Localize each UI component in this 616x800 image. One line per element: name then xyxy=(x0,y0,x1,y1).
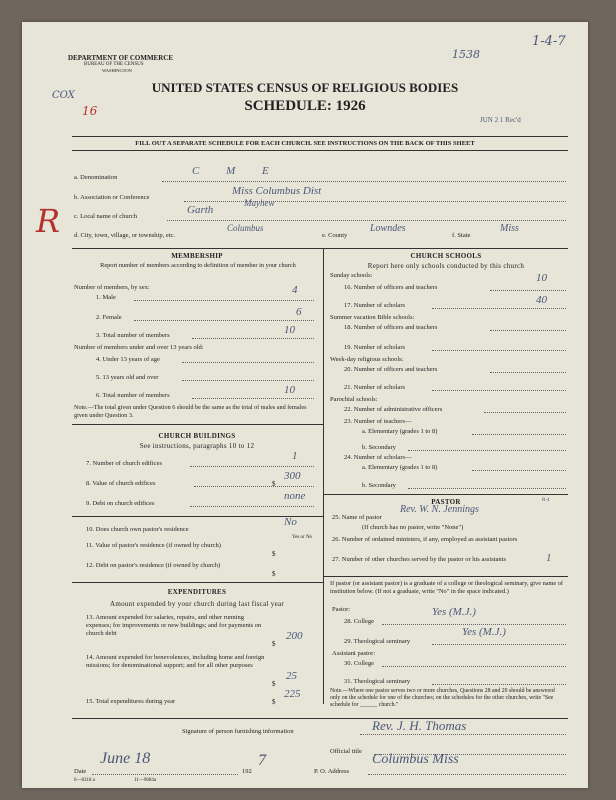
q14-label: 14. Amount expended for benevolences, including home and foreign missions; for denominational support; and for all other purposes xyxy=(86,654,265,669)
pastor-r4-mark: R-4 xyxy=(542,498,550,503)
print-code-2: 11—9684a xyxy=(134,778,157,783)
q7-value: 1 xyxy=(292,450,298,462)
r-mark: R xyxy=(36,202,61,240)
q12-dollar: $ xyxy=(272,570,276,578)
q24-label: 24. Number of scholars— xyxy=(344,454,412,461)
schools-intro: Report here only schools conducted by this church xyxy=(367,262,525,270)
parochial-schools-label: Parochial schools: xyxy=(330,396,378,403)
denomination-value: C M E xyxy=(192,165,281,177)
weekday-schools-label: Week-day religious schools: xyxy=(330,356,404,363)
q25-label: 25. Name of pastor xyxy=(332,514,382,521)
q9-value: none xyxy=(284,490,306,502)
schedule-title: SCHEDULE: 1926 xyxy=(244,98,366,114)
county-value: Lowndes xyxy=(370,223,406,234)
expenditures-title: EXPENDITURES xyxy=(167,588,227,596)
q8-label: 8. Value of church edifices xyxy=(86,480,156,487)
q30-label: 30. College xyxy=(344,660,374,667)
q8-value: 300 xyxy=(284,470,301,482)
buildings-intro: See instructions, paragraphs 10 to 12 xyxy=(139,442,255,450)
q2-value: 6 xyxy=(296,306,302,318)
q16-value: 10 xyxy=(536,272,547,284)
q15-label: 15. Total expenditures during year xyxy=(86,698,176,705)
q26-label: 26. Number of ordained ministers, if any, employed as assistant pastors xyxy=(332,536,518,543)
city-value: Columbus xyxy=(227,223,264,233)
q27-value: 1 xyxy=(546,552,552,564)
summer-schools-label: Summer vacation Bible schools: xyxy=(330,314,415,321)
buildings-title: CHURCH BUILDINGS xyxy=(158,432,236,440)
state-label: f. State xyxy=(452,232,471,239)
q10-value: No xyxy=(284,516,297,528)
schools-title: CHURCH SCHOOLS xyxy=(410,252,482,260)
association-label: b. Association or Conference xyxy=(74,194,150,201)
q13-value: 200 xyxy=(286,630,303,642)
state-value: Miss xyxy=(500,223,519,234)
q6-label: 6. Total number of members xyxy=(96,392,170,399)
q22-label: 22. Number of administrative officers xyxy=(344,406,443,413)
q31-label: 31. Theological seminary xyxy=(344,678,411,685)
po-address-label: P. O. Address xyxy=(314,768,350,775)
membership-note: Note.—The total given under Question 6 should be the same as the total of males and females given under Question 3. xyxy=(74,404,307,419)
q1-label: 1. Male xyxy=(96,294,116,301)
census-form-page xyxy=(22,22,588,788)
q2-label: 2. Female xyxy=(96,314,122,321)
q21-label: 21. Number of scholars xyxy=(344,384,406,391)
q11-label: 11. Value of pastor's residence (if owned by church) xyxy=(86,542,221,549)
instruction-line: FILL OUT A SEPARATE SCHEDULE FOR EACH CHURCH. SEE INSTRUCTIONS ON THE BACK OF THIS SHEET xyxy=(135,140,475,147)
q20-label: 20. Number of officers and teachers xyxy=(344,366,438,373)
q29-value: Yes (M.J.) xyxy=(462,626,506,638)
year-value: 7 xyxy=(258,752,266,769)
q16-label: 16. Number of officers and teachers xyxy=(344,284,438,291)
q13-label: 13. Amount expended for salaries, repairs, and other running expenses; for improvements or new buildings; and for payments on church debt xyxy=(86,614,262,637)
date-value: June 18 xyxy=(100,750,151,767)
q18-label: 18. Number of officers and teachers xyxy=(344,324,438,331)
q25-value: Rev. W. N. Jennings xyxy=(400,504,479,515)
po-address-value: Columbus Miss xyxy=(372,752,459,767)
signature-label: Signature of person furnishing information xyxy=(182,728,294,735)
yes-no-hint: Yes or No xyxy=(292,535,313,540)
q28-label: 28. College xyxy=(344,618,374,625)
q14-dollar: $ xyxy=(272,680,276,688)
bureau-label: BUREAU OF THE CENSUS xyxy=(84,62,144,67)
county-label: e. County xyxy=(322,232,348,239)
mayhew-overwrite: Mayhew xyxy=(244,198,275,208)
q11-dollar: $ xyxy=(272,550,276,558)
q24b-label: b. Secondary xyxy=(362,482,396,489)
q19-label: 19. Number of scholars xyxy=(344,344,406,351)
q23b-label: b. Secondary xyxy=(362,444,396,451)
denomination-label: a. Denomination xyxy=(74,174,118,181)
q25-hint: (If church has no pastor, write "None") xyxy=(362,524,464,531)
pastor-title: PASTOR xyxy=(431,498,461,506)
cox-mark: COX xyxy=(52,90,75,101)
q12-label: 12. Debt on pastor's residence (if owned by church) xyxy=(86,562,221,569)
q5-label: 5. 13 years old and over xyxy=(96,374,159,381)
q23-label: 23. Number of teachers— xyxy=(344,418,412,425)
form-number-stamp: 1538 xyxy=(452,48,480,61)
age-heading: Number of members under and over 13 years old: xyxy=(74,344,204,351)
q3-value: 10 xyxy=(284,324,295,336)
signature-value: Rev. J. H. Thomas xyxy=(372,718,467,733)
q15-dollar: $ xyxy=(272,698,276,706)
sunday-schools-label: Sunday schools: xyxy=(330,272,373,279)
form-title: UNITED STATES CENSUS OF RELIGIOUS BODIES xyxy=(151,80,459,95)
q9-label: 9. Debt on church edifices xyxy=(86,500,155,507)
graduate-note: If pastor (or assistant pastor) is a graduate of a college or theological seminary, give name of institution below. (If not a graduate, write "No" in the space indicated.) xyxy=(330,580,564,595)
q17-value: 40 xyxy=(536,294,547,306)
received-stamp: JUN 2 1 Rec'd xyxy=(480,116,521,124)
q23a-label: a. Elementary (grades 1 to 8) xyxy=(362,428,438,435)
print-code-1: 6—8318 a xyxy=(74,778,95,783)
members-by-sex-label: Number of members, by sex: xyxy=(74,284,150,291)
q13-dollar: $ xyxy=(272,640,276,648)
association-value: Miss Columbus Dist xyxy=(232,185,322,197)
q14-value: 25 xyxy=(286,670,297,682)
year-prefix: 192 xyxy=(242,768,252,775)
q15-value: 225 xyxy=(284,688,301,700)
q8-dollar: $ xyxy=(272,480,276,488)
q3-label: 3. Total number of members xyxy=(96,332,170,339)
page-number-mark: 1-4-7 xyxy=(532,34,566,49)
q27-label: 27. Number of other churches served by the pastor or his assistants xyxy=(332,556,507,563)
city-label: d. City, town, village, or township, etc. xyxy=(74,232,176,239)
membership-intro: Report number of members according to definition of member in your church xyxy=(100,262,296,269)
pastor-note: Note.—Where one pastor serves two or more churches, Questions 28 and 29 should be answered only on the schedule for one of the churches; on the schedules for the other churches, write "See schedule for ______ church." xyxy=(330,688,555,708)
number-16-mark: 16 xyxy=(82,104,98,118)
local-name-value: Garth xyxy=(187,204,214,216)
date-label: Date xyxy=(74,768,87,775)
q1-value: 4 xyxy=(292,284,298,296)
q6-value: 10 xyxy=(284,384,295,396)
local-name-label: c. Local name of church xyxy=(74,213,137,220)
city-label: WASHINGTON xyxy=(102,68,132,73)
pastor-subheading: Pastor: xyxy=(332,606,351,613)
q28-value: Yes (M.J.) xyxy=(432,606,476,618)
q29-label: 29. Theological seminary xyxy=(344,638,411,645)
official-title-label: Official title xyxy=(330,748,362,755)
q17-label: 17. Number of scholars xyxy=(344,302,406,309)
assistant-pastor-subheading: Assistant pastor: xyxy=(332,650,376,657)
q7-label: 7. Number of church edifices xyxy=(86,460,162,467)
q24a-label: a. Elementary (grades 1 to 8) xyxy=(362,464,438,471)
q4-label: 4. Under 13 years of age xyxy=(96,356,160,363)
membership-title: MEMBERSHIP xyxy=(171,252,223,260)
expenditures-intro: Amount expended by your church during last fiscal year xyxy=(109,600,285,608)
department-label: DEPARTMENT OF COMMERCE xyxy=(68,54,174,62)
q10-label: 10. Does church own pastor's residence xyxy=(86,526,189,533)
